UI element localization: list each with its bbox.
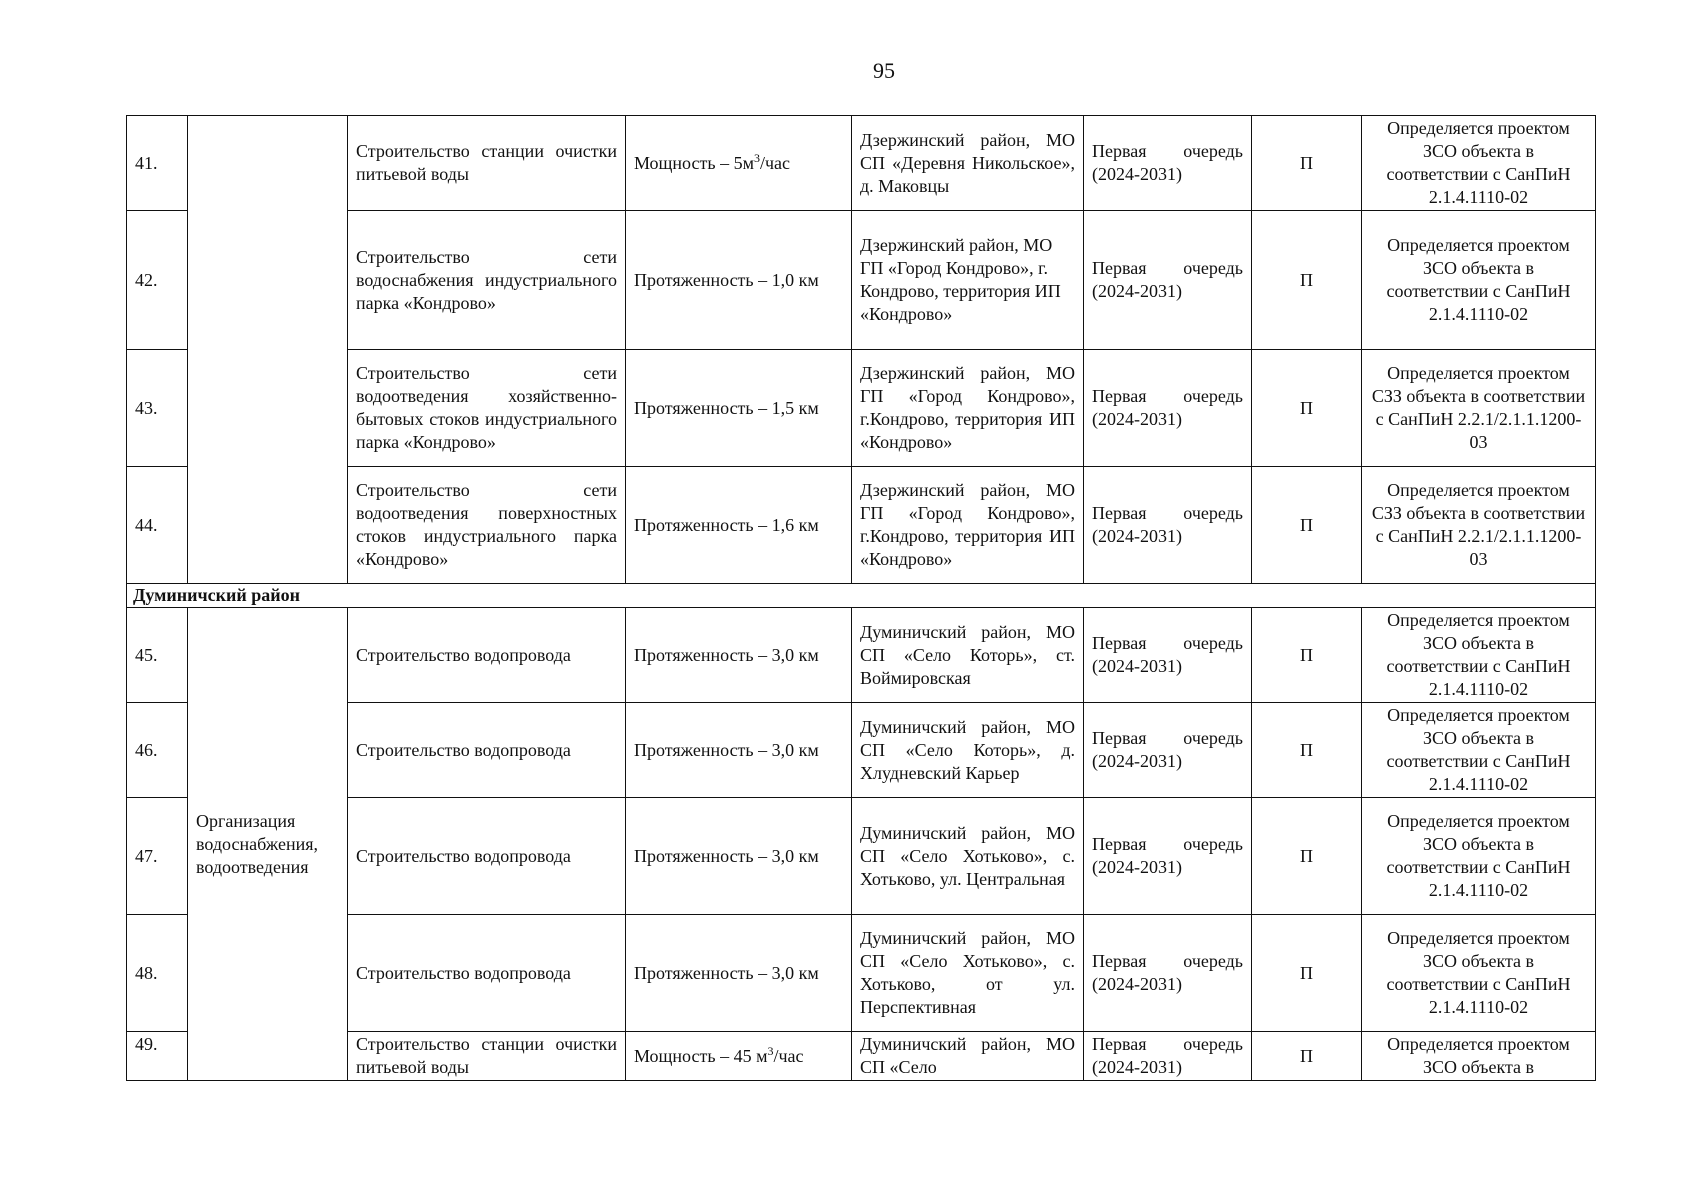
row-number: 47. bbox=[127, 798, 188, 915]
work-description: Строительство сети водоотведения поверхностных стоков индустриального парка «Кондрово» bbox=[348, 467, 626, 584]
zone-note: Определяется проектом СЗЗ объекта в соответствии с СанПиН 2.2.1/2.1.1.1200-03 bbox=[1362, 467, 1596, 584]
stage: Первая очередь (2024-2031) bbox=[1084, 211, 1252, 350]
stage: Первая очередь (2024-2031) bbox=[1084, 915, 1252, 1032]
row-number: 44. bbox=[127, 467, 188, 584]
zone-note: Определяется проектом ЗСО объекта в соответствии с СанПиН 2.1.4.1110-02 bbox=[1362, 703, 1596, 798]
row-number: 43. bbox=[127, 350, 188, 467]
type-code: П bbox=[1252, 116, 1362, 211]
stage: Первая очередь (2024-2031) bbox=[1084, 1032, 1252, 1081]
capacity: Протяженность – 3,0 км bbox=[626, 703, 852, 798]
capacity-superscript: 3 bbox=[753, 150, 760, 165]
row-number: 48. bbox=[127, 915, 188, 1032]
capacity-text: Мощность – 5м bbox=[634, 152, 754, 173]
type-code: П bbox=[1252, 608, 1362, 703]
table-row bbox=[127, 915, 1596, 1032]
location: Думиничский район, МО СП «Село Хотьково», с. Хотьково, ул. Центральная bbox=[852, 798, 1084, 915]
zone-note: Определяется проектом ЗСО объекта в bbox=[1362, 1032, 1596, 1081]
capacity-unit: /час bbox=[759, 152, 790, 173]
category-cell: Организация водоснабжения, водоотведения bbox=[188, 608, 348, 1081]
stage: Первая очередь (2024-2031) bbox=[1084, 798, 1252, 915]
section-title: Думиничский район bbox=[127, 584, 1596, 608]
zone-note: Определяется проектом ЗСО объекта в соответствии с СанПиН 2.1.4.1110-02 bbox=[1362, 116, 1596, 211]
section-header-row bbox=[127, 584, 1596, 608]
location: Дзержинский район, МО СП «Деревня Никольское», д. Маковцы bbox=[852, 116, 1084, 211]
zone-note: Определяется проектом ЗСО объекта в соответствии с СанПиН 2.1.4.1110-02 bbox=[1362, 798, 1596, 915]
location: Думиничский район, МО СП «Село Которь», ст. Воймировская bbox=[852, 608, 1084, 703]
capacity: Протяженность – 1,5 км bbox=[626, 350, 852, 467]
capacity: Протяженность – 1,0 км bbox=[626, 211, 852, 350]
capacity-superscript: 3 bbox=[767, 1043, 774, 1058]
work-description: Строительство станции очистки питьевой воды bbox=[348, 1032, 626, 1081]
location: Дзержинский район, МО ГП «Город Кондрово», г. Кондрово, территория ИП «Кондрово» bbox=[852, 211, 1084, 350]
type-code: П bbox=[1252, 703, 1362, 798]
table-row bbox=[127, 211, 1596, 350]
capacity: Протяженность – 3,0 км bbox=[626, 608, 852, 703]
type-code: П bbox=[1252, 467, 1362, 584]
stage: Первая очередь (2024-2031) bbox=[1084, 608, 1252, 703]
table-row bbox=[127, 608, 1596, 703]
zone-note: Определяется проектом СЗЗ объекта в соответствии с СанПиН 2.2.1/2.1.1.1200-03 bbox=[1362, 350, 1596, 467]
row-number: 42. bbox=[127, 211, 188, 350]
type-code: П bbox=[1252, 1032, 1362, 1081]
type-code: П bbox=[1252, 211, 1362, 350]
stage: Первая очередь (2024-2031) bbox=[1084, 350, 1252, 467]
row-number: 49. bbox=[127, 1032, 188, 1081]
row-number: 46. bbox=[127, 703, 188, 798]
work-description: Строительство сети водоснабжения индустриального парка «Кондрово» bbox=[348, 211, 626, 350]
table-row bbox=[127, 467, 1596, 584]
row-number: 41. bbox=[127, 116, 188, 211]
work-description: Строительство водопровода bbox=[348, 798, 626, 915]
capacity-unit: /час bbox=[773, 1045, 804, 1066]
work-description: Строительство водопровода bbox=[348, 608, 626, 703]
table-row bbox=[127, 798, 1596, 915]
type-code: П bbox=[1252, 915, 1362, 1032]
capacity-text: Мощность – 45 м bbox=[634, 1045, 768, 1066]
work-description: Строительство сети водоотведения хозяйственно-бытовых стоков индустриального парка «Кондрово» bbox=[348, 350, 626, 467]
capacity: Протяженность – 3,0 км bbox=[626, 798, 852, 915]
stage: Первая очередь (2024-2031) bbox=[1084, 467, 1252, 584]
capacity bbox=[626, 1032, 852, 1081]
zone-note: Определяется проектом ЗСО объекта в соответствии с СанПиН 2.1.4.1110-02 bbox=[1362, 608, 1596, 703]
table-row bbox=[127, 1032, 1596, 1081]
work-description: Строительство водопровода bbox=[348, 915, 626, 1032]
capacity: Протяженность – 1,6 км bbox=[626, 467, 852, 584]
table-row bbox=[127, 116, 1596, 211]
table-row bbox=[127, 350, 1596, 467]
work-description: Строительство станции очистки питьевой воды bbox=[348, 116, 626, 211]
zone-note: Определяется проектом ЗСО объекта в соответствии с СанПиН 2.1.4.1110-02 bbox=[1362, 915, 1596, 1032]
location: Думиничский район, МО СП «Село Хотьково», с. Хотьково, от ул. Перспективная bbox=[852, 915, 1084, 1032]
location: Дзержинский район, МО ГП «Город Кондрово», г.Кондрово, территория ИП «Кондрово» bbox=[852, 350, 1084, 467]
row-number: 45. bbox=[127, 608, 188, 703]
zone-note: Определяется проектом ЗСО объекта в соответствии с СанПиН 2.1.4.1110-02 bbox=[1362, 211, 1596, 350]
location: Дзержинский район, МО ГП «Город Кондрово», г.Кондрово, территория ИП «Кондрово» bbox=[852, 467, 1084, 584]
type-code: П bbox=[1252, 798, 1362, 915]
projects-table bbox=[126, 115, 1596, 1081]
page-number: 95 bbox=[873, 58, 895, 83]
type-code: П bbox=[1252, 350, 1362, 467]
capacity: Протяженность – 3,0 км bbox=[626, 915, 852, 1032]
location: Думиничский район, МО СП «Село Которь», д. Хлудневский Карьер bbox=[852, 703, 1084, 798]
stage: Первая очередь (2024-2031) bbox=[1084, 703, 1252, 798]
category-cell-empty bbox=[188, 116, 348, 584]
table-row bbox=[127, 703, 1596, 798]
location: Думиничский район, МО СП «Село bbox=[852, 1032, 1084, 1081]
work-description: Строительство водопровода bbox=[348, 703, 626, 798]
capacity bbox=[626, 116, 852, 211]
stage: Первая очередь (2024-2031) bbox=[1084, 116, 1252, 211]
